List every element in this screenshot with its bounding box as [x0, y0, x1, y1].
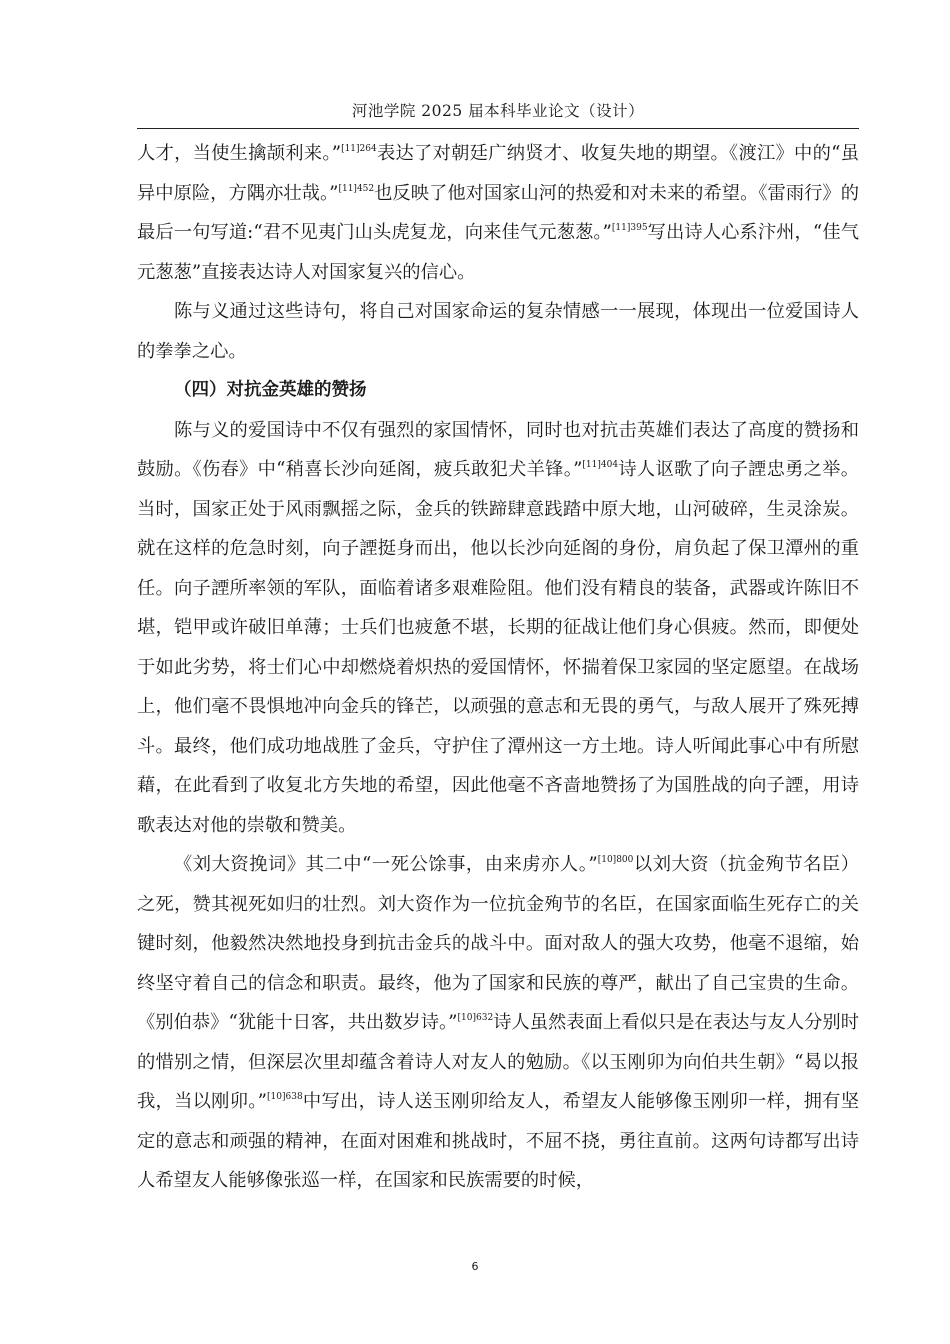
paragraph-text: 诗人讴歌了向子諲忠勇之举。当时，国家正处于风雨飘摇之际，金兵的铁蹄肆意践踏中原大地，山河破碎，生灵涂炭。就在这样的危急时刻，向子諲挺身而出，他以长沙向延阁的身份，肩负起了保卫潭州的重任。向子諲所率领的军队，面临着诸多艰难险阻。他们没有精良的装备，武器或许陈旧不堪，铠甲或许破旧单薄；士兵们也疲惫不堪，长期的征战让他们身心俱疲。然而，即便处于如此劣势，将士们心中却燃烧着炽热的爱国情怀，怀揣着保卫家园的坚定愿望。在战场上，他们毫不畏惧地冲向金兵的锋芒，以顽强的意志和无畏的勇气，与敌人展开了殊死搏斗。最终，他们成功地战胜了金兵，守护住了潭州这一方土地。诗人听闻此事心中有所慰藉，在此看到了收复北方失地的希望，因此他毫不吝啬地赞扬了为国胜战的向子諲，用诗歌表达对他的崇敬和赞美。	[137, 459, 859, 836]
page-body	[137, 134, 859, 1201]
paragraph-text: 也反映了他对国家山河的热爱和对未来的希望。《雷雨行》的最后一句写道:“君不见夷门山头虎复龙，向来佳气元葱葱。”	[137, 182, 859, 243]
paragraph-text: 诗人虽然表面上看似只是在表达与友人分别时的惜别之情，但深层次里却蕴含着诗人对友人的勉励。《以玉刚卯为向伯共生朝》“曷以报我，当以刚卯。”	[137, 1012, 860, 1112]
citation-marker: [11]395	[611, 222, 648, 233]
paragraph-1	[137, 134, 859, 292]
citation-marker: [10]638	[267, 1091, 303, 1102]
paragraph-text: 人才，当使生擒颉利来。”	[137, 143, 342, 164]
page-number: 6	[471, 1260, 479, 1273]
citation-marker: [11]404	[582, 459, 619, 470]
citation-marker: [11]452	[338, 183, 375, 194]
citation-marker: [10]632	[457, 1012, 494, 1023]
paragraph-text: 以刘大资（抗金殉节名臣）之死，赞其视死如归的壮烈。刘大资作为一位抗金殉节的名臣，在国家面临生死存亡的关键时刻，他毅然决然地投身到抗击金兵的战斗中。面对敌人的强大攻势，他毫不退缩，始终坚守着自己的信念和职责。最终，他为了国家和民族的尊严，献出了自己宝贵的生命。《别伯恭》“犹能十日客，共出数岁诗。”	[137, 854, 860, 1033]
paragraph-3	[137, 411, 859, 846]
paragraph-2	[137, 292, 859, 371]
thesis-header-title: 河池学院 2025 届本科毕业论文（设计）	[351, 102, 645, 120]
paragraph-text: 陈与义的爱国诗中不仅有强烈的家国情怀，同时也对抗击英雄们表达了高度的赞扬和鼓励。《伤春》中“稍喜长沙向延阁，疲兵敢犯犬羊锋。”	[137, 419, 859, 480]
paragraph-text: 写出诗人心系汴州，“佳气元葱葱”直接表达诗人对国家复兴的信心。	[137, 222, 859, 283]
section-heading: （四）对抗金英雄的赞扬	[174, 380, 367, 400]
citation-marker: [10]800	[597, 854, 634, 865]
citation-marker: [11]264	[341, 143, 377, 154]
paragraph-4	[137, 845, 859, 1201]
paragraph-text: 表达了对朝廷广纳贤才、收复失地的期望。《渡江》中的“虽异中原险，方隅亦壮哉。”	[137, 143, 860, 204]
paragraph-text: 《刘大资挽词》其二中“一死公馀事，由来虏亦人。”	[174, 854, 598, 875]
paragraph-text: 中写出，诗人送玉刚卯给友人，希望友人能够像玉刚卯一样，拥有坚定的意志和顽强的精神，在面对困难和挑战时，不屈不挠，勇往直前。这两句诗都写出诗人希望友人能够像张巡一样，在国家和民族需要的时候，	[137, 1091, 860, 1191]
paragraph-text: 陈与义通过这些诗句，将自己对国家命运的复杂情感一一展现，体现出一位爱国诗人的拳拳之心。	[137, 301, 859, 362]
page-header	[137, 96, 859, 129]
